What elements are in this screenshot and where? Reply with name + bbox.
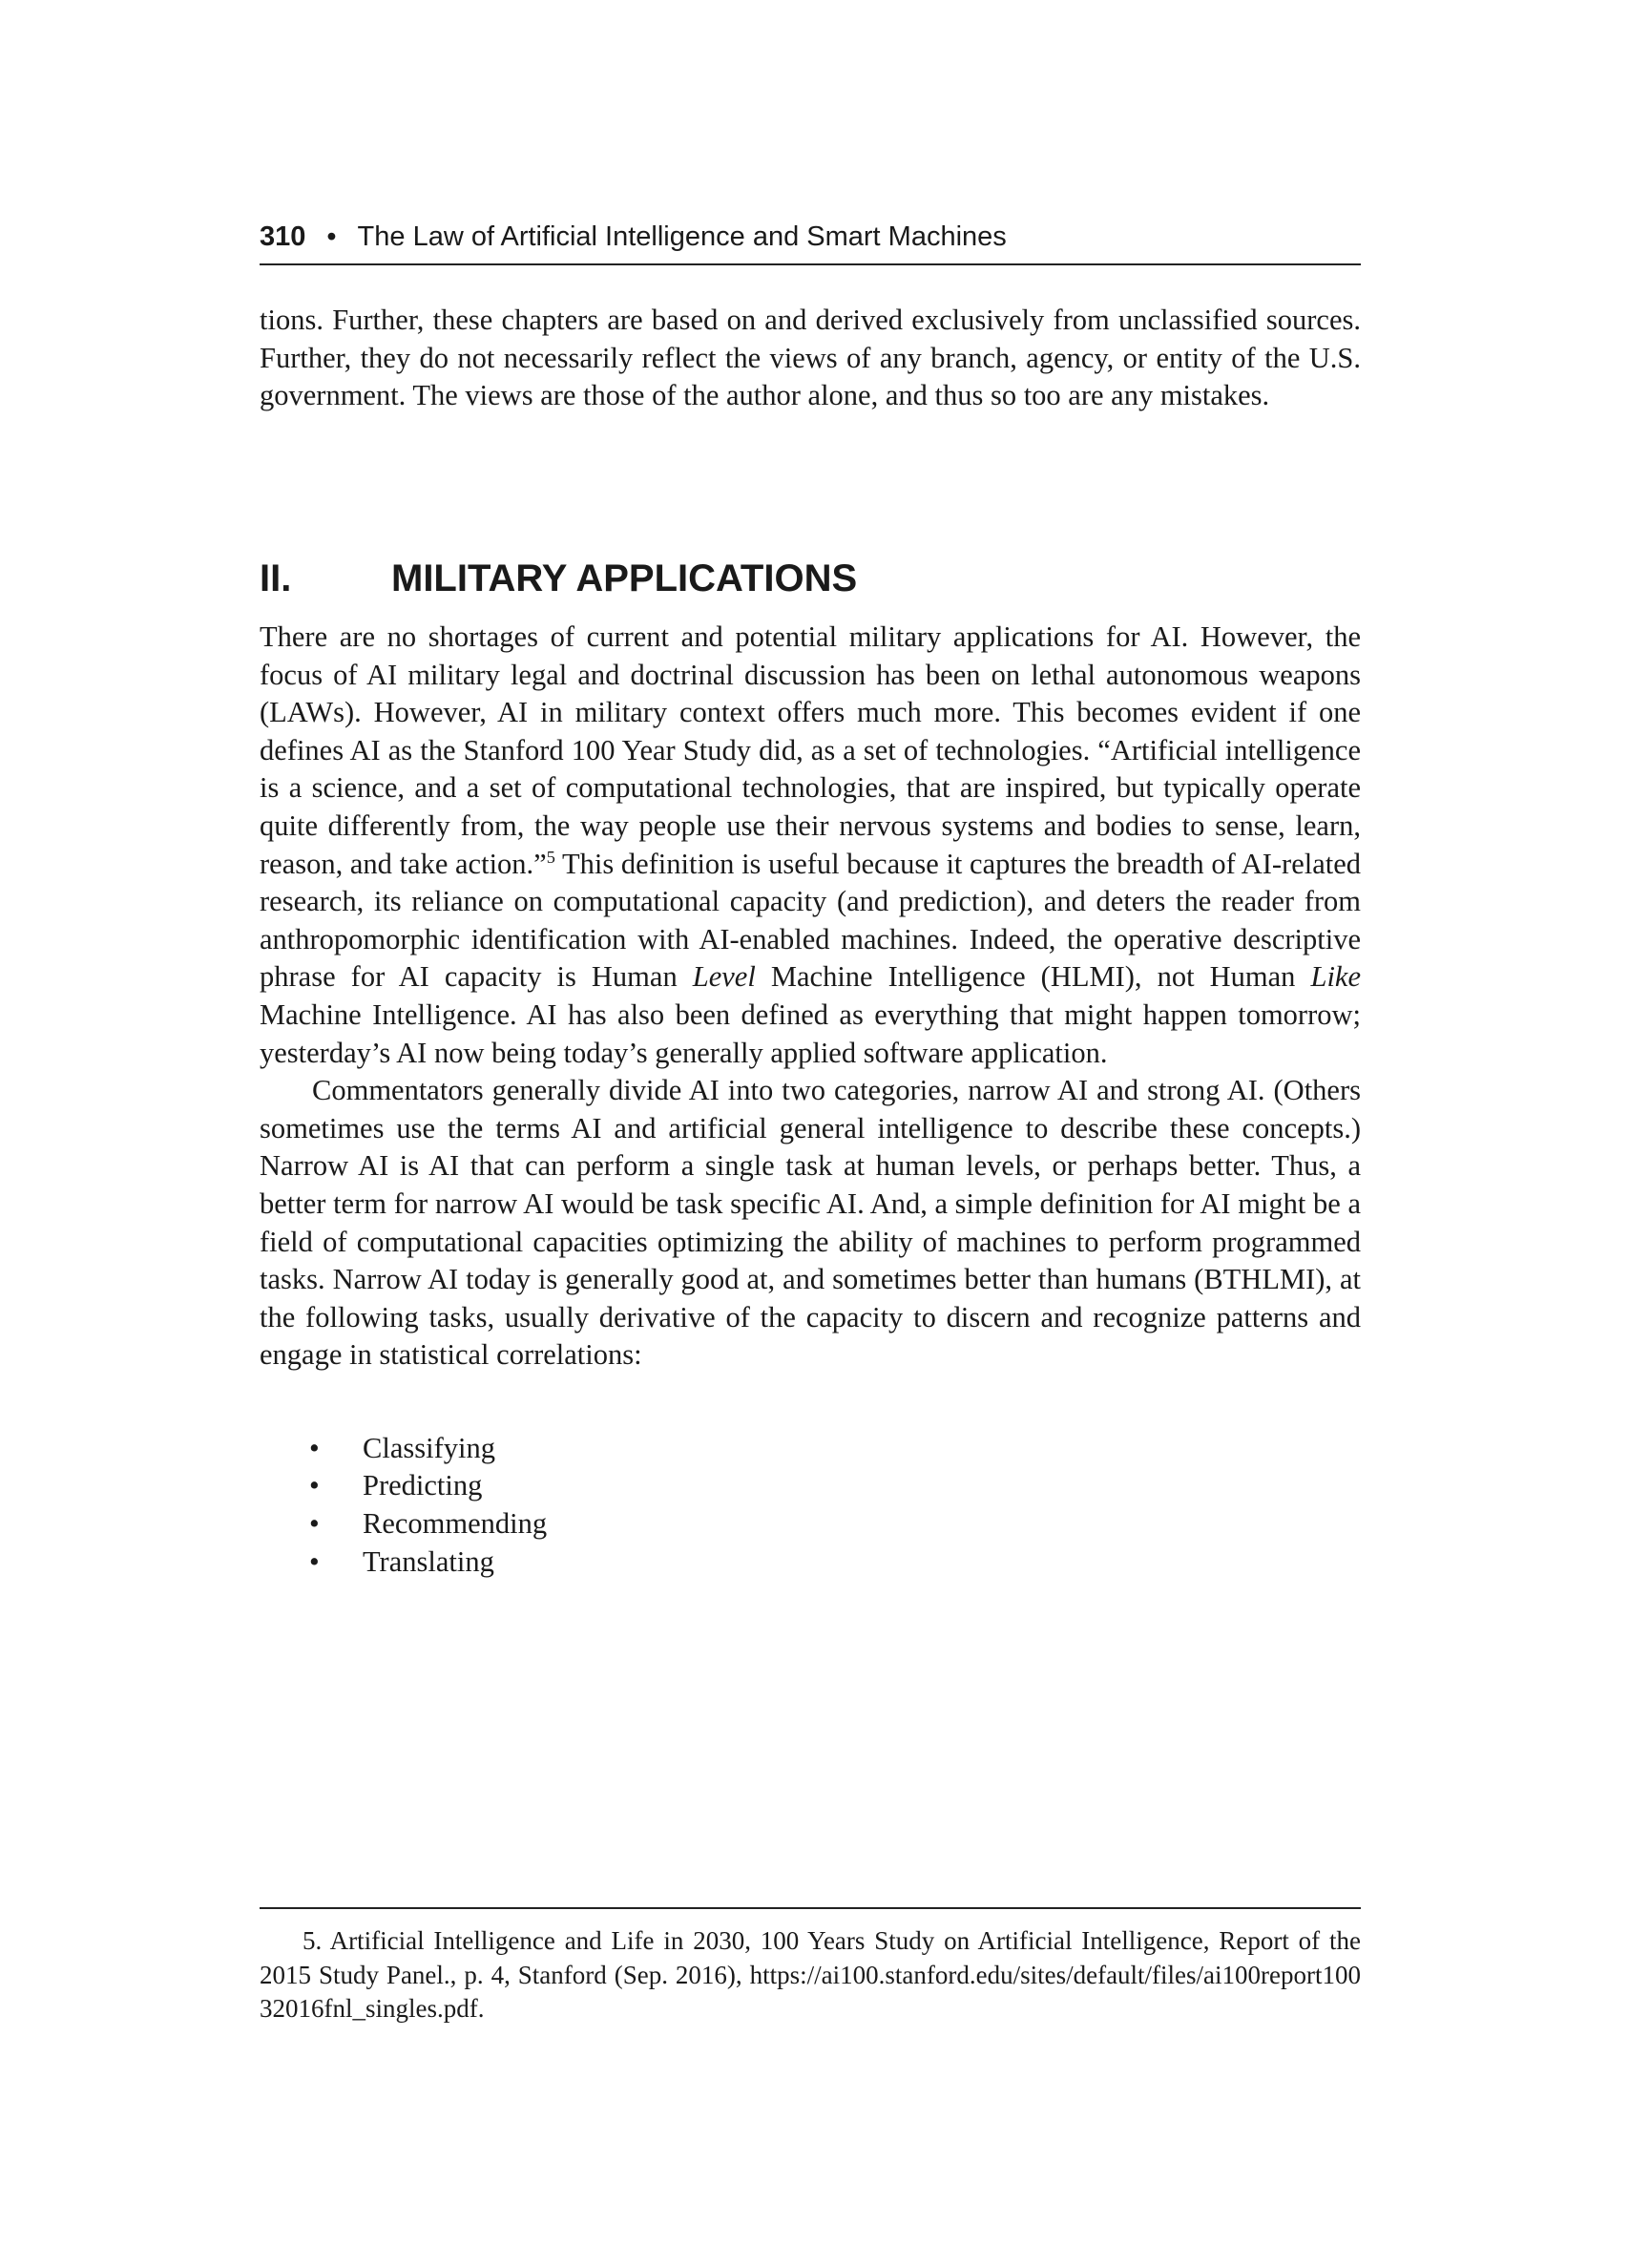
section-numeral: II.: [260, 557, 292, 599]
document-page: [260, 0, 1361, 2268]
running-header: [260, 218, 1361, 265]
paragraph-1-part-b: This definition is useful because it captures the breadth of AI-related research, its reliance on computational capacity (and prediction), and deters the reader from anthropomorphic identification with AI-enabled machines. Indeed, the operative descriptive phrase for AI capacity is Human: [260, 847, 1362, 994]
list-item-label: Translating: [363, 1544, 494, 1578]
list-item: [260, 1467, 1361, 1505]
section-body: [260, 619, 1361, 1581]
bullet-icon: •: [309, 1469, 320, 1502]
intro-paragraph: tions. Further, these chapters are based on and derived exclusively from unclassified sources. Further, they do not necessarily reflect the views of any branch, agency, or entity of the U.S. government. The views are those of the author alone, and thus so too are any mistakes.: [260, 304, 1361, 412]
footnote-text: 5. Artificial Intelligence and Life in 2030, 100 Years Study on Artificial Intelligence, Report of the 2015 Study Panel., p. 4, Stanford (Sep. 2016),: [260, 1926, 1361, 1989]
book-title: The Law of Artificial Intelligence and Smart Machines: [357, 221, 1007, 252]
paragraph-1-part-d: Machine Intelligence. AI has also been defined as everything that might happen tomorrow; yesterday’s AI now being today’s generally applied software application.: [260, 998, 1361, 1069]
paragraph-2: Commentators generally divide AI into two categories, narrow AI and strong AI. (Others sometimes use the terms AI and artificial general intelligence to describe these concepts.) Narrow AI is AI that can perform a single task at human levels, or perhaps better. Thus, a better term for narrow AI would be task specific AI. And, a simple definition for AI might be a field of computational capacities optimizing the ability of machines to perform programmed tasks. Narrow AI today is generally good at, and sometimes better than humans (BTHLMI), at the following tasks, usually derivative of the capacity to discern and recognize patterns and engage in statistical correlations:: [260, 1074, 1361, 1372]
bullet-icon: •: [309, 1544, 320, 1578]
list-item-label: Classifying: [363, 1431, 495, 1464]
section-title: MILITARY APPLICATIONS: [391, 557, 858, 599]
list-item-label: Recommending: [363, 1507, 548, 1541]
list-item: [260, 1430, 1361, 1468]
bullet-icon: •: [309, 1431, 320, 1464]
paragraph-1-part-c: Machine Intelligence (HLMI), not Human: [755, 960, 1311, 994]
emphasis-like: Like: [1310, 960, 1361, 994]
list-item: [260, 1505, 1361, 1544]
footnote-divider: [260, 1907, 1361, 1909]
paragraph-1-part-a: There are no shortages of current and potential military applications for AI. However, the focus of AI military legal and doctrinal discussion has been on lethal autonomous weapons (LAWs). However, AI in military context offers much more. This becomes evident if one defines AI as the Stanford 100 Year Study did, as a set of technologies. “Artificial intelligence is a science, and a set of computational technologies, that are inspired, but typically operate quite differently from, the way people use their nervous systems and bodies to sense, learn, reason, and take action.”: [260, 620, 1361, 880]
page-number: 310: [260, 221, 306, 252]
footnote-end: .: [477, 1994, 485, 2023]
header-separator: •: [326, 221, 337, 252]
bullet-icon: •: [309, 1507, 320, 1541]
list-item: [260, 1544, 1361, 1582]
paragraph-1: [260, 619, 1361, 1072]
footnote-url[interactable]: https://ai100.stanford.edu/sites/default/files/ai100report10032016fnl_singles.pdf: [260, 1960, 1361, 2023]
emphasis-level: Level: [692, 960, 756, 994]
list-item-label: Predicting: [363, 1469, 483, 1502]
section-heading: [260, 552, 1361, 605]
footnote: [260, 1924, 1361, 2026]
footnote-reference[interactable]: 5: [546, 847, 555, 867]
task-list: [260, 1430, 1361, 1581]
